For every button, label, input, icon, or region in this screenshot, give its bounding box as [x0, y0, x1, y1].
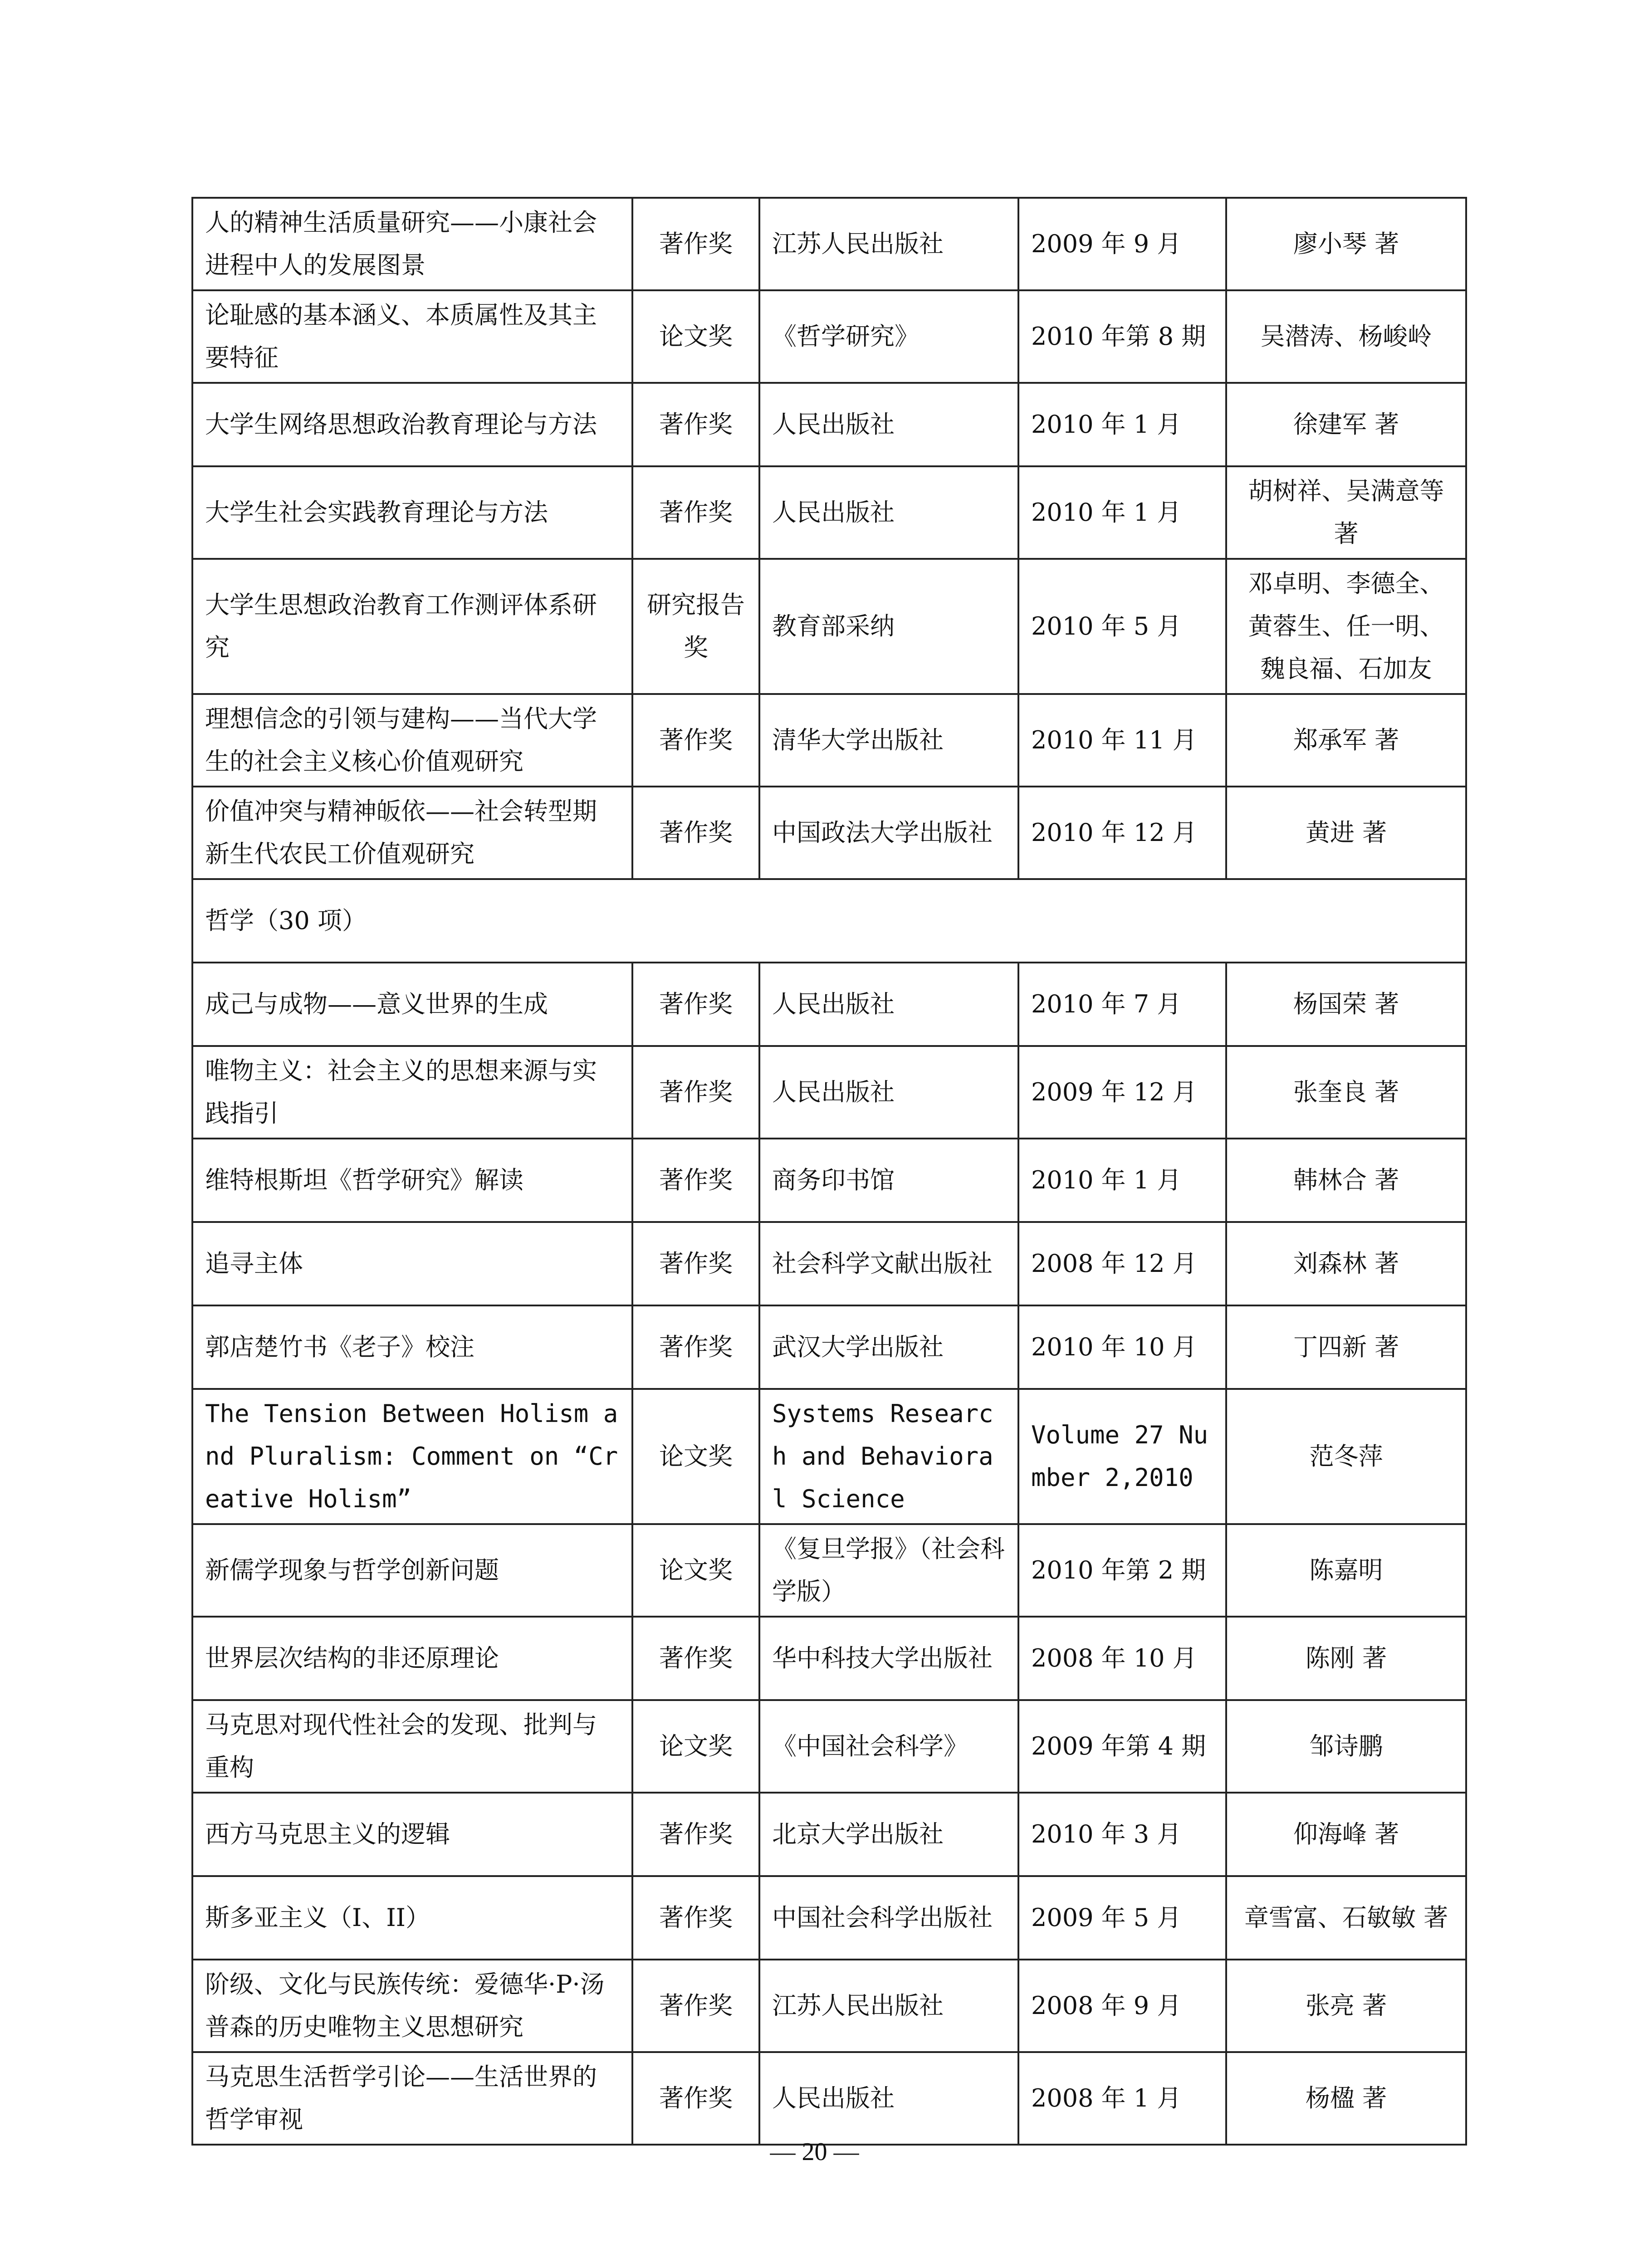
award-type-cell: 著作奖: [632, 1222, 759, 1305]
author-cell: 邓卓明、李德全、黄蓉生、任一明、魏良福、石加友: [1226, 559, 1466, 694]
award-type-cell: 论文奖: [632, 1700, 759, 1793]
publish-date-cell: 2009 年第 4 期: [1018, 1700, 1226, 1793]
award-type-cell: 论文奖: [632, 1524, 759, 1617]
publisher-cell: Systems Research and Behavioral Science: [759, 1389, 1018, 1524]
publisher-cell: 华中科技大学出版社: [759, 1617, 1018, 1700]
publish-date-cell: 2010 年 3 月: [1018, 1793, 1226, 1876]
publish-date-cell: 2010 年第 2 期: [1018, 1524, 1226, 1617]
award-type-cell: 著作奖: [632, 198, 759, 290]
author-cell: 廖小琴 著: [1226, 198, 1466, 290]
author-cell: 韩林合 著: [1226, 1139, 1466, 1222]
publisher-cell: 人民出版社: [759, 383, 1018, 466]
table-row: [192, 1524, 1466, 1617]
work-title-cell: 追寻主体: [192, 1222, 632, 1305]
publisher-cell: 中国政法大学出版社: [759, 787, 1018, 879]
publish-date-cell: 2010 年 1 月: [1018, 466, 1226, 559]
award-type-cell: 论文奖: [632, 1389, 759, 1524]
award-type-cell: 著作奖: [632, 694, 759, 787]
author-cell: 胡树祥、吴满意等著: [1226, 466, 1466, 559]
publisher-cell: 武汉大学出版社: [759, 1305, 1018, 1389]
publish-date-cell: 2010 年 1 月: [1018, 383, 1226, 466]
publisher-cell: 江苏人民出版社: [759, 1960, 1018, 2052]
award-type-cell: 研究报告奖: [632, 559, 759, 694]
table-row: [192, 1389, 1466, 1524]
work-title-cell: 唯物主义：社会主义的思想来源与实践指引: [192, 1046, 632, 1139]
author-cell: 范冬萍: [1226, 1389, 1466, 1524]
author-cell: 杨楹 著: [1226, 2052, 1466, 2145]
work-title-cell: 郭店楚竹书《老子》校注: [192, 1305, 632, 1389]
publisher-cell: 人民出版社: [759, 2052, 1018, 2145]
table-body-bottom: [192, 963, 1466, 2145]
publisher-cell: 人民出版社: [759, 466, 1018, 559]
publish-date-cell: Volume 27 Number 2,2010: [1018, 1389, 1226, 1524]
author-cell: 杨国荣 著: [1226, 963, 1466, 1046]
work-title-cell: 马克思生活哲学引论——生活世界的哲学审视: [192, 2052, 632, 2145]
publisher-cell: 中国社会科学出版社: [759, 1876, 1018, 1960]
work-title-cell: 维特根斯坦《哲学研究》解读: [192, 1139, 632, 1222]
table-row: [192, 1046, 1466, 1139]
author-cell: 陈嘉明: [1226, 1524, 1466, 1617]
publisher-cell: 人民出版社: [759, 1046, 1018, 1139]
work-title-cell: 马克思对现代性社会的发现、批判与重构: [192, 1700, 632, 1793]
publish-date-cell: 2010 年 1 月: [1018, 1139, 1226, 1222]
table-row: [192, 1876, 1466, 1960]
table-row: [192, 2052, 1466, 2145]
table-row: [192, 1700, 1466, 1793]
table-row: [192, 198, 1466, 290]
table-row: [192, 787, 1466, 879]
publisher-cell: 教育部采纳: [759, 559, 1018, 694]
section-header-row: [192, 879, 1466, 963]
author-cell: 黄进 著: [1226, 787, 1466, 879]
publish-date-cell: 2010 年 11 月: [1018, 694, 1226, 787]
publish-date-cell: 2010 年 5 月: [1018, 559, 1226, 694]
publish-date-cell: 2009 年 9 月: [1018, 198, 1226, 290]
work-title-cell: 人的精神生活质量研究——小康社会进程中人的发展图景: [192, 198, 632, 290]
publish-date-cell: 2010 年 10 月: [1018, 1305, 1226, 1389]
publisher-cell: 《中国社会科学》: [759, 1700, 1018, 1793]
award-type-cell: 著作奖: [632, 1617, 759, 1700]
work-title-cell: 理想信念的引领与建构——当代大学生的社会主义核心价值观研究: [192, 694, 632, 787]
award-type-cell: 著作奖: [632, 1139, 759, 1222]
award-type-cell: 著作奖: [632, 1876, 759, 1960]
publish-date-cell: 2010 年 12 月: [1018, 787, 1226, 879]
work-title-cell: 价值冲突与精神皈依——社会转型期新生代农民工价值观研究: [192, 787, 632, 879]
table-row: [192, 963, 1466, 1046]
award-type-cell: 著作奖: [632, 1305, 759, 1389]
author-cell: 张亮 著: [1226, 1960, 1466, 2052]
author-cell: 刘森林 著: [1226, 1222, 1466, 1305]
work-title-cell: 成己与成物——意义世界的生成: [192, 963, 632, 1046]
publish-date-cell: 2010 年第 8 期: [1018, 290, 1226, 383]
author-cell: 郑承军 著: [1226, 694, 1466, 787]
publisher-cell: 社会科学文献出版社: [759, 1222, 1018, 1305]
work-title-cell: 大学生社会实践教育理论与方法: [192, 466, 632, 559]
publish-date-cell: 2009 年 12 月: [1018, 1046, 1226, 1139]
table-row: [192, 1139, 1466, 1222]
work-title-cell: 大学生思想政治教育工作测评体系研究: [192, 559, 632, 694]
award-type-cell: 著作奖: [632, 1046, 759, 1139]
table-row: [192, 1960, 1466, 2052]
author-cell: 张奎良 著: [1226, 1046, 1466, 1139]
publisher-cell: 商务印书馆: [759, 1139, 1018, 1222]
publish-date-cell: 2008 年 10 月: [1018, 1617, 1226, 1700]
work-title-cell: The Tension Between Holism and Pluralism: Comment on “Creative Holism”: [192, 1389, 632, 1524]
publisher-cell: 北京大学出版社: [759, 1793, 1018, 1876]
publisher-cell: 清华大学出版社: [759, 694, 1018, 787]
award-type-cell: 著作奖: [632, 1793, 759, 1876]
work-title-cell: 阶级、文化与民族传统：爱德华·P·汤普森的历史唯物主义思想研究: [192, 1960, 632, 2052]
table-row: [192, 383, 1466, 466]
table-row: [192, 1305, 1466, 1389]
work-title-cell: 西方马克思主义的逻辑: [192, 1793, 632, 1876]
work-title-cell: 新儒学现象与哲学创新问题: [192, 1524, 632, 1617]
section-label: 哲学（30 项）: [192, 879, 1466, 963]
table-row: [192, 694, 1466, 787]
award-type-cell: 著作奖: [632, 963, 759, 1046]
work-title-cell: 世界层次结构的非还原理论: [192, 1617, 632, 1700]
table-row: [192, 1617, 1466, 1700]
publish-date-cell: 2008 年 9 月: [1018, 1960, 1226, 2052]
table-body-top: [192, 198, 1466, 879]
award-type-cell: 著作奖: [632, 1960, 759, 2052]
page-number: — 20 —: [770, 2138, 859, 2166]
table-row: [192, 466, 1466, 559]
publisher-cell: 《哲学研究》: [759, 290, 1018, 383]
author-cell: 邹诗鹏: [1226, 1700, 1466, 1793]
publish-date-cell: 2009 年 5 月: [1018, 1876, 1226, 1960]
publish-date-cell: 2010 年 7 月: [1018, 963, 1226, 1046]
author-cell: 丁四新 著: [1226, 1305, 1466, 1389]
work-title-cell: 斯多亚主义（I、II）: [192, 1876, 632, 1960]
award-type-cell: 论文奖: [632, 290, 759, 383]
section-header-group: [192, 879, 1466, 963]
author-cell: 仰海峰 著: [1226, 1793, 1466, 1876]
author-cell: 徐建军 著: [1226, 383, 1466, 466]
publisher-cell: 江苏人民出版社: [759, 198, 1018, 290]
awards-table: [191, 197, 1467, 2146]
award-type-cell: 著作奖: [632, 466, 759, 559]
table-row: [192, 1222, 1466, 1305]
table-row: [192, 559, 1466, 694]
publish-date-cell: 2008 年 12 月: [1018, 1222, 1226, 1305]
publish-date-cell: 2008 年 1 月: [1018, 2052, 1226, 2145]
work-title-cell: 大学生网络思想政治教育理论与方法: [192, 383, 632, 466]
publisher-cell: 人民出版社: [759, 963, 1018, 1046]
award-type-cell: 著作奖: [632, 383, 759, 466]
author-cell: 吴潜涛、杨峻岭: [1226, 290, 1466, 383]
work-title-cell: 论耻感的基本涵义、本质属性及其主要特征: [192, 290, 632, 383]
author-cell: 陈刚 著: [1226, 1617, 1466, 1700]
table-row: [192, 1793, 1466, 1876]
award-type-cell: 著作奖: [632, 787, 759, 879]
author-cell: 章雪富、石敏敏 著: [1226, 1876, 1466, 1960]
award-type-cell: 著作奖: [632, 2052, 759, 2145]
table-row: [192, 290, 1466, 383]
publisher-cell: 《复旦学报》（社会科学版）: [759, 1524, 1018, 1617]
